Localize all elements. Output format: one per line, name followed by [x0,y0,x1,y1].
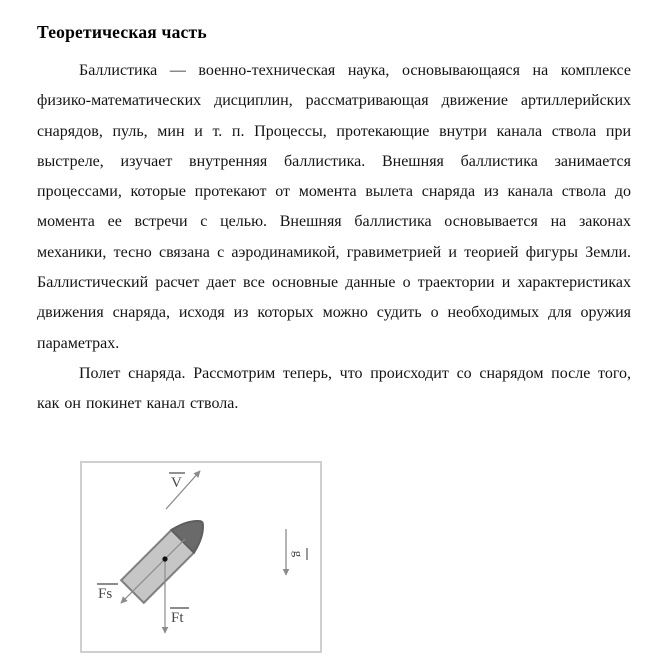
weight-force-label: Ft [171,609,184,626]
paragraph-projectile-flight: Полет снаряда. Рассмотрим теперь, что происходит со снарядом после того, как он покинет канал ствола. [37,364,631,413]
velocity-label: V [171,474,182,491]
gravity-label: g [291,550,306,557]
center-of-mass-dot [162,556,167,561]
projectile-forces-figure [80,461,322,653]
section-heading: Теоретическая часть [37,22,207,42]
projectile-forces-diagram [82,463,320,651]
drag-force-label: Fs [98,585,113,602]
paragraph-ballistics-definition: Баллистика — военно-техническая наука, основывающаяся на комплексе физико-математических дисциплин, рассматривающая движение артиллерийских снарядов, пуль, мин и т. п. Процессы, протекающие внутри канала ствола при выстреле, изучает внутренняя баллистика. Внешняя баллистика занимается процессами, которые протекают от момента вылета снаряда из канала ствола до момента ее встречи с целью. Внешняя баллистика основывается на законах механики, тесно связана с аэродинамикой, гравиметрией и теорией фигуры Земли. Баллистический расчет дает все основные данные о траектории и характеристиках движения снаряда, исходя из которых можно судить о необходимых для оружия параметрах. [37,62,631,352]
gravity-label-group [291,548,307,560]
